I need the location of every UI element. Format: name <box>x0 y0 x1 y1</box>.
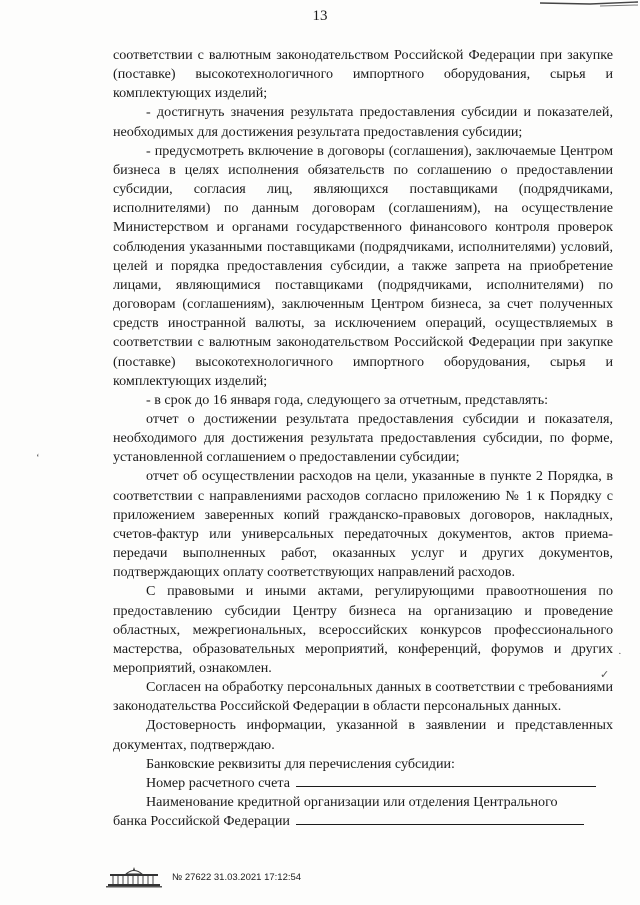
government-building-emblem-icon <box>104 865 164 889</box>
paragraph-10: Банковские реквизиты для перечисления субсидии: <box>146 755 455 772</box>
margin-mark: · <box>618 648 622 660</box>
margin-mark: ‘ <box>36 452 40 464</box>
bank-name-field[interactable] <box>296 812 584 825</box>
account-number-row <box>113 774 613 793</box>
paragraph-4: - в срок до 16 января года, следующего за отчетным, представлять: <box>146 391 549 408</box>
margin-mark: ✓ <box>600 669 610 681</box>
document-stamp: № 27622 31.03.2021 17:12:54 <box>172 871 302 883</box>
page-number: 13 <box>312 8 328 24</box>
paragraph-1: соответствии с валютным законодательством Российской Федерации при закупке (поставке) высокотехнологичного импортного оборудования, сырья и комплектующих изделий; <box>113 47 613 102</box>
paragraph-9: Достоверность информации, указанной в заявлении и представленных документах, подтверждаю. <box>113 717 613 753</box>
paragraph-3: - предусмотреть включение в договоры (соглашения), заключаемые Центром бизнеса в целях исполнения обязательств по соглашению о предоставлении субсидии, согласия лиц, являющихся поставщиками (подрядчиками, исполнителями) по данным договорам (соглашениям), на осуществление Министерством и органами государственного финансового контроля проверок соблюдения указанными поставщиками (подрядчиками, исполнителями) условий, целей и порядка предоставления субсидии, а также запрета на приобретение лицами, являющимися поставщиками (подрядчиками, исполнителями) по договорам (соглашениям), заключенным Центром бизнеса, за счет полученных средств иностранной валюты, за исключением операций, осуществляемых в соответствии с валютным законодательством Российской Федерации при закупке (поставке) высокотехнологичного импортного оборудования, сырья и комплектующих изделий; <box>113 142 613 389</box>
document-footer <box>104 864 301 890</box>
document-body <box>113 46 613 831</box>
paragraph-7: С правовыми и иными актами, регулирующими правоотношения по предоставлению субсидии Центру бизнеса на организацию и проведение областных, межрегиональных, всероссийских конкурсов профессионального мастерства, образовательных мероприятий, конференций, форумов и других мероприятий, ознакомлен. <box>113 583 613 676</box>
bank-name-label-line2: банка Российской Федерации <box>113 813 290 830</box>
paragraph-6: отчет об осуществлении расходов на цели, указанные в пункте 2 Порядка, в соответствии с направлениями расходов согласно приложению № 1 к Порядку с приложением заверенных копий гражданско-правовых договоров, накладных, счетов-фактур или универсальных передаточных документов, актов приема-передачи выполненных работ, оказанных услуг и других документов, подтверждающих оплату соответствующих направлений расходов. <box>113 468 613 581</box>
account-number-field[interactable] <box>296 774 596 787</box>
paragraph-5: отчет о достижении результата предоставления субсидии и показателя, необходимого для достижения результата предоставления субсидии, по форме, установленной соглашением о предоставлении субсидии; <box>113 410 613 466</box>
account-number-label: Номер расчетного счета <box>146 774 290 791</box>
bank-name-row <box>113 812 613 831</box>
paragraph-2: - достигнуть значения результата предоставления субсидии и показателей, необходимых для достижения результата предоставления субсидии; <box>113 104 613 140</box>
paragraph-8: Согласен на обработку персональных данных в соответствии с требованиями законодательства Российской Федерации в области персональных данных. <box>113 679 613 715</box>
bank-name-label-line1: Наименование кредитной организации или отделения Центрального <box>146 794 558 811</box>
